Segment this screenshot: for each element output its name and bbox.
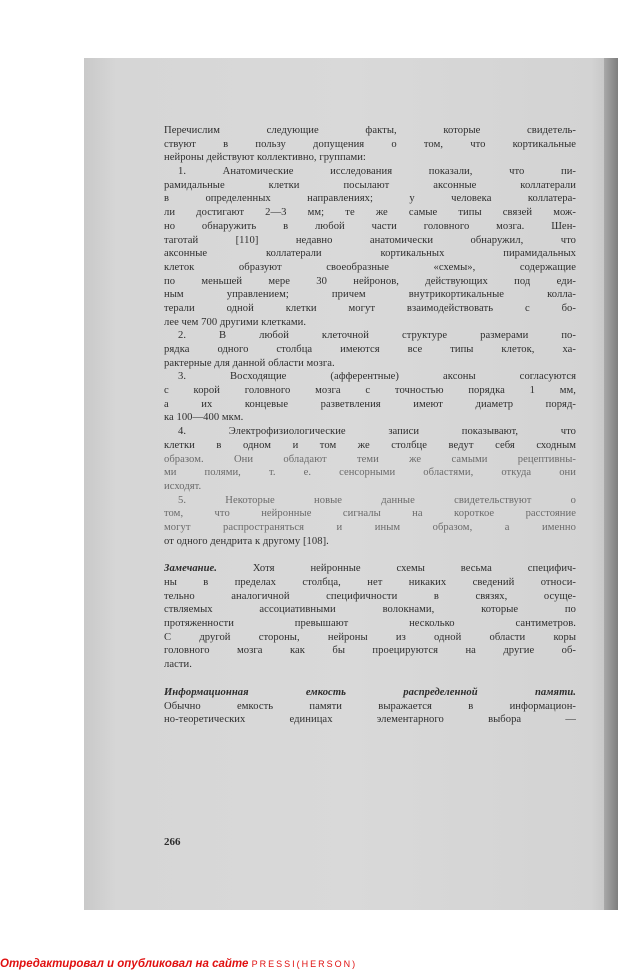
text-line: но обнаружить в любой части головного мозга. Шен- — [164, 220, 576, 232]
text-line: ны в пределах столбца, нет никаких сведений относи- — [164, 577, 576, 588]
text-line: но-теоретических единицах элементарного выбора — — [164, 714, 576, 726]
text-line: ми полями, т. е. сенсорными областями, откуда они — [164, 467, 576, 479]
text-line: таготай [110] недавно анатомически обнаружил, что — [164, 234, 576, 246]
text-line: 1. Анатомические исследования показали, что пи- — [178, 166, 576, 178]
text-line: 4. Электрофизиологические записи показывают, что — [178, 426, 576, 438]
text-line: исходят. — [164, 480, 202, 492]
remark-first-line: Хотя нейронные схемы весьма специфич- — [217, 563, 576, 575]
text-line: могут распространяться и иным образом, а именно — [164, 521, 576, 533]
intro-paragraph — [164, 124, 576, 165]
fact-2-paragraph — [164, 329, 576, 370]
text-line: Перечислим следующие факты, которые свидетель- — [164, 125, 576, 136]
text-line: 2. В любой клеточной структуре размерами по- — [178, 330, 576, 342]
text-line — [164, 562, 576, 576]
text-line: С другой стороны, нейроны из одной области коры — [164, 631, 576, 643]
site-name: PRESSI(HERSON) — [251, 959, 358, 969]
fact-4-paragraph — [164, 425, 576, 493]
remark-heading: Замечание. — [164, 563, 217, 575]
text-line: тельно аналогичной специфичности в связях, осуще- — [164, 590, 576, 602]
info-paragraph — [164, 686, 576, 727]
fact-1-paragraph — [164, 165, 576, 329]
text-line: а их концевые разветвления имеют диаметр поряд- — [164, 398, 576, 410]
page-text — [164, 124, 576, 727]
text-line: рактерные для данной области мозга. — [164, 357, 335, 369]
text-line: нейроны действуют коллективно, группами: — [164, 152, 366, 164]
paragraph-gap — [164, 672, 576, 686]
credit-text: Отредактировал и опубликовал на сайте — [0, 958, 249, 970]
text-line: от одного дендрита к другому [108]. — [164, 535, 329, 547]
scanned-page — [84, 58, 618, 910]
text-line: ли достигают 2—3 мм; те же самые типы связей мож- — [164, 207, 576, 219]
text-line: протяженности превышают несколько сантиметров. — [164, 618, 576, 630]
text-line: терали одной клетки могут взаимодействовать с бо- — [164, 302, 576, 314]
text-line: в определенных направлениях; у человека коллатера- — [164, 193, 576, 205]
text-line: 3. Восходящие (афферентные) аксоны согласуются — [178, 371, 576, 383]
text-line: клеток образуют своеобразные «схемы», содержащие — [164, 261, 576, 273]
text-line: лее чем 700 другими клетками. — [164, 316, 307, 328]
page-number: 266 — [164, 836, 181, 848]
text-line: ка 100—400 мкм. — [164, 412, 244, 424]
text-line: ствуют в пользу допущения о том, что кортикальные — [164, 138, 576, 150]
text-line: с корой головного мозга с точностью порядка 1 мм, — [164, 385, 576, 397]
text-line: ствляемых ассоциативными волокнами, которые по — [164, 604, 576, 616]
text-line: том, что нейронные сигналы на короткое расстояние — [164, 508, 576, 520]
book-spine-shadow — [604, 58, 618, 910]
paragraph-gap — [164, 548, 576, 562]
text-line: рамидальные клетки посылают аксонные коллатерали — [164, 179, 576, 191]
text-line: рядка одного столбца имеются все типы клеток, ха- — [164, 344, 576, 355]
text-line: ным управлением; причем внутрикортикальные колла- — [164, 289, 576, 301]
text-line: аксонные коллатерали кортикальных пирамидальных — [164, 248, 576, 260]
fact-5-paragraph — [164, 494, 576, 549]
text-line: ласти. — [164, 659, 192, 671]
text-line: Обычно емкость памяти выражается в информацион- — [164, 700, 576, 712]
credit-footer — [0, 958, 357, 970]
text-line: 5. Некоторые новые данные свидетельствуют о — [178, 494, 576, 506]
fact-3-paragraph — [164, 370, 576, 425]
text-line: образом. Они обладают теми же самыми рецептивны- — [164, 453, 576, 465]
text-line: клетки в одном и том же столбце ведут себя сходным — [164, 439, 576, 451]
text-line: по меньшей мере 30 нейронов, действующих под еди- — [164, 275, 576, 287]
remark-paragraph — [164, 562, 576, 672]
text-line: головного мозга как бы проецируются на другие об- — [164, 645, 576, 657]
info-heading: Информационная емкость распределенной памяти. — [164, 686, 576, 698]
